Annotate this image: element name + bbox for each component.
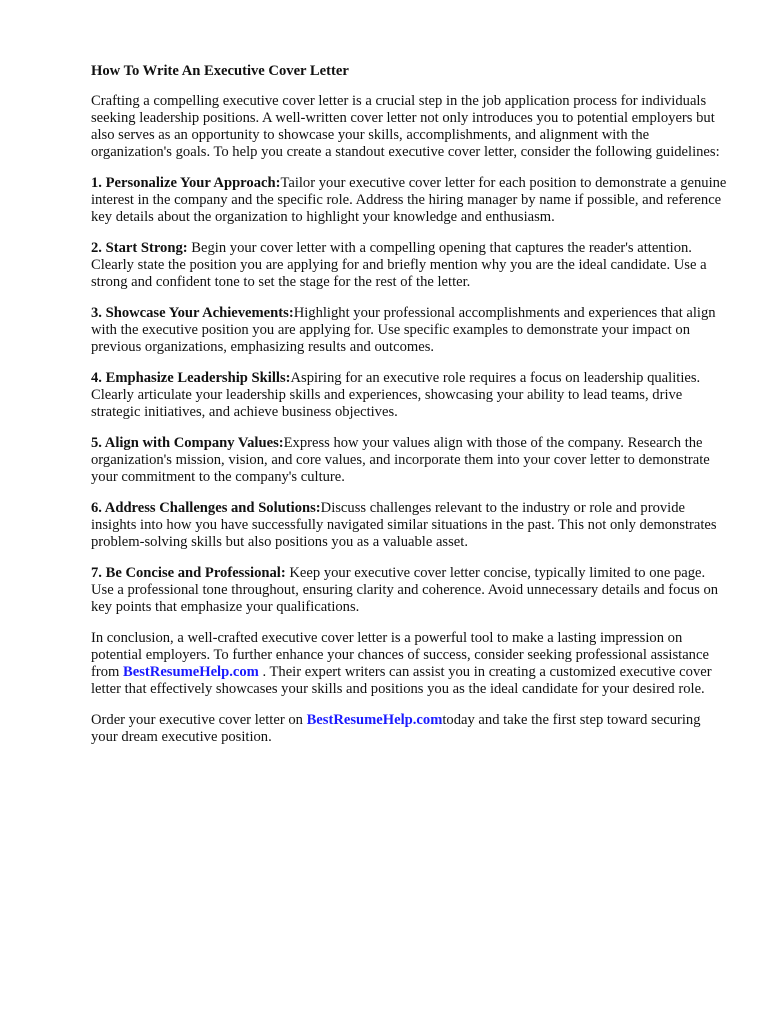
closing-text-end: today and take the first step toward securing your dream executive position. (91, 712, 701, 745)
conclusion-text-start: In conclusion, a well-crafted executive cover letter is a powerful tool to make a lasting impression on potential employers. To further enhance your chances of success, consider seeking professional assistance from (91, 630, 709, 680)
guideline-heading: 2. Start Strong: (91, 240, 188, 256)
guideline-heading: 5. Align with Company Values: (91, 435, 284, 451)
conclusion-paragraph (91, 630, 728, 698)
guideline-text: Begin your cover letter with a compelling opening that captures the reader's attention. Clearly state the position you are applying for and briefly mention why you are the ideal candidate. Use a strong and confident tone to set the stage for the rest of the letter. (91, 240, 707, 290)
guideline-text: Keep your executive cover letter concise, typically limited to one page. Use a professional tone throughout, ensuring clarity and coherence. Avoid unnecessary details and focus on key points that emphasize your qualifications. (91, 565, 719, 615)
guideline-7 (91, 565, 728, 616)
guideline-4 (91, 370, 728, 421)
guideline-1 (91, 175, 728, 226)
guideline-3 (91, 305, 728, 356)
guideline-text: Aspiring for an executive role requires a focus on leadership qualities. Clearly articulate your leadership skills and experiences, showcasing your ability to lead teams, drive strategic initiatives, and achieve business objectives. (91, 370, 701, 420)
guideline-heading: 3. Showcase Your Achievements: (91, 305, 294, 321)
guideline-heading: 6. Address Challenges and Solutions: (91, 500, 321, 516)
guideline-text: Highlight your professional accomplishments and experiences that align with the executive position you are applying for. Use specific examples to demonstrate your impact on previous organizations, emphasizing results and outcomes. (91, 305, 716, 355)
document-title: How To Write An Executive Cover Letter (91, 63, 349, 79)
guideline-text: Tailor your executive cover letter for each position to demonstrate a genuine interest in the company and the specific role. Address the hiring manager by name if possible, and reference key details about the organization to highlight your knowledge and enthusiasm. (91, 175, 727, 225)
guideline-text: Discuss challenges relevant to the industry or role and provide insights into how you have successfully navigated similar situations in the past. This not only demonstrates problem-solving skills but also positions you as a valuable asset. (91, 500, 717, 550)
guideline-heading: 7. Be Concise and Professional: (91, 565, 286, 581)
guideline-heading: 4. Emphasize Leadership Skills: (91, 370, 291, 386)
guideline-2 (91, 240, 728, 291)
bestresumehelp-link[interactable]: BestResumeHelp.com (123, 664, 259, 680)
bestresumehelp-link[interactable]: BestResumeHelp.com (306, 712, 443, 728)
guideline-text: Express how your values align with those of the company. Research the organization's mission, vision, and core values, and incorporate them into your cover letter to demonstrate your commitment to the company's culture. (91, 435, 710, 485)
conclusion-text-end: . Their expert writers can assist you in creating a customized executive cover letter that effectively showcases your skills and positions you as the ideal candidate for your desired role. (91, 664, 712, 697)
closing-text-start: Order your executive cover letter on (91, 712, 307, 728)
intro-paragraph: Crafting a compelling executive cover letter is a crucial step in the job application process for individuals seeking leadership positions. A well-written cover letter not only introduces you to potential employers but also serves as an opportunity to showcase your skills, accomplishments, and alignment with the organization's goals. To help you create a standout executive cover letter, consider the following guidelines: (91, 93, 720, 160)
closing-paragraph (91, 712, 728, 746)
guideline-heading: 1. Personalize Your Approach: (91, 175, 281, 191)
guideline-5 (91, 435, 728, 486)
guideline-6 (91, 500, 728, 551)
